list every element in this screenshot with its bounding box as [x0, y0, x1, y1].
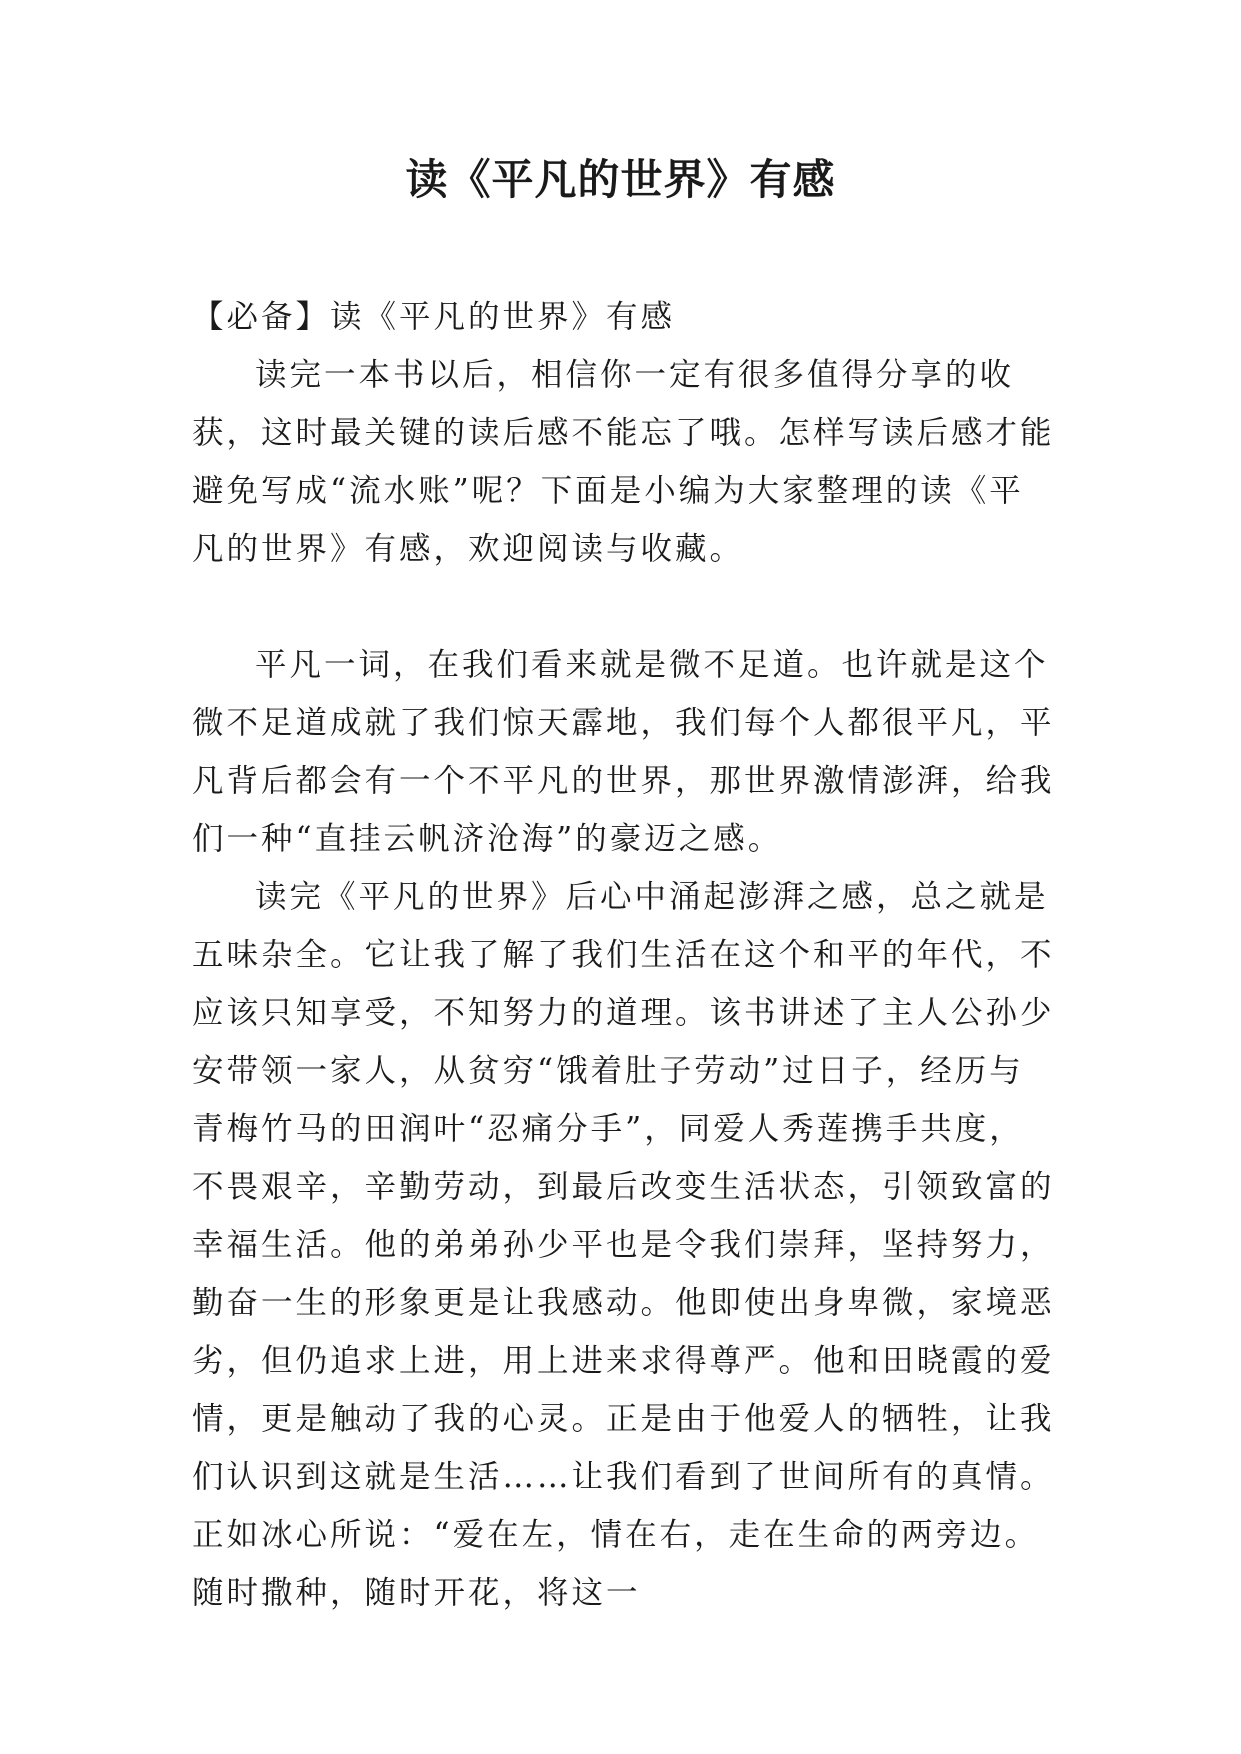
document-title: 读《平凡的世界》有感 [405, 155, 836, 204]
paragraph-spacer [192, 578, 1057, 636]
document-body [192, 288, 1057, 1622]
intro-paragraph: 读完一本书以后，相信你一定有很多值得分享的收获，这时最关键的读后感不能忘了哦。怎样写读后感才能避免写成“流水账”呢？下面是小编为大家整理的读《平凡的世界》有感，欢迎阅读与收藏。 [192, 357, 1055, 567]
document-subtitle: 【必备】读《平凡的世界》有感 [192, 299, 676, 335]
body-paragraph: 平凡一词，在我们看来就是微不足道。也许就是这个微不足道成就了我们惊天霹地，我们每个人都很平凡，平凡背后都会有一个不平凡的世界，那世界激情澎湃，给我们一种“直挂云帆济沧海”的豪迈之感。 [192, 647, 1055, 857]
body-paragraph: 读完《平凡的世界》后心中涌起澎湃之感，总之就是五味杂全。它让我了解了我们生活在这个和平的年代，不应该只知享受，不知努力的道理。该书讲述了主人公孙少安带领一家人，从贫穷“饿着肚子劳动”过日子，经历与青梅竹马的田润叶“忍痛分手”，同爱人秀莲携手共度，不畏艰辛，辛勤劳动，到最后改变生活状态，引领致富的幸福生活。他的弟弟孙少平也是令我们崇拜，坚持努力，勤奋一生的形象更是让我感动。他即使出身卑微，家境恶劣，但仍追求上进，用上进来求得尊严。他和田晓霞的爱情，更是触动了我的心灵。正是由于他爱人的牺牲，让我们认识到这就是生活……让我们看到了世间所有的真情。正如冰心所说：“爱在左，情在右，走在生命的两旁边。随时撒种，随时开花，将这一 [192, 879, 1055, 1611]
